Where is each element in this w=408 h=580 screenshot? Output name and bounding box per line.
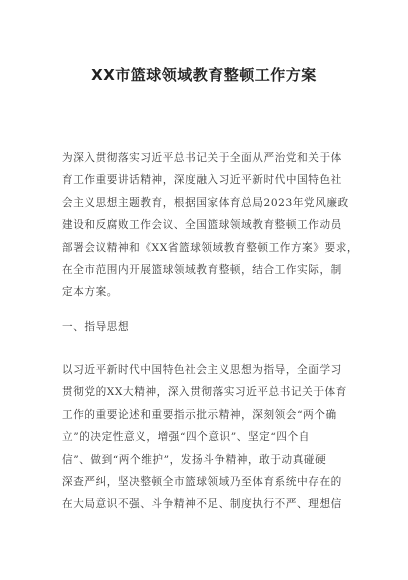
section1-line: 信”、做到“两个维护”，发扬斗争精神，敢于动真碰硬 [62,453,327,466]
section1-paragraph [62,359,352,516]
section-heading-guiding-ideology: 一、指导思想 [62,321,130,333]
section1-line: 以习近平新时代中国特色社会主义思想为指导，全面学习 [62,364,342,376]
intro-line: 在全市范围内开展篮球领域教育整顿，结合工作实际，制 [62,263,342,276]
intro-line: 部署会议精神和《XX省篮球领域教育整顿工作方案》要求， [62,241,359,254]
intro-line: 育工作重要讲话精神，深度融入习近平新时代中国特色社 [62,174,342,187]
intro-line: 会主义思想主题教育，根据国家体育总局2023年党风廉政 [62,196,349,209]
section1-line: 深查严纠，坚决整顿全市篮球领域乃至体育系统中存在的 [62,475,342,488]
section1-line: 在大局意识不强、斗争精神不足、制度执行不严、理想信 [62,498,342,511]
document-title: XX市篮球领域教育整顿工作方案 [91,66,317,84]
section1-line: 贯彻党的XX大精神，深入贯彻落实习近平总书记关于体育 [62,386,347,399]
intro-line: 为深入贯彻落实习近平总书记关于全面从严治党和关于体 [62,152,342,164]
intro-line: 定本方案。 [62,286,118,299]
section1-line: 工作的重要论述和重要指示批示精神，深刻领会“两个确 [62,408,337,421]
intro-line: 建设和反腐败工作会议、全国篮球领域教育整顿工作动员 [62,219,342,232]
section1-line: 立”的决定性意义，增强“四个意识”、坚定“四个自 [62,431,310,444]
intro-paragraph [62,147,359,304]
